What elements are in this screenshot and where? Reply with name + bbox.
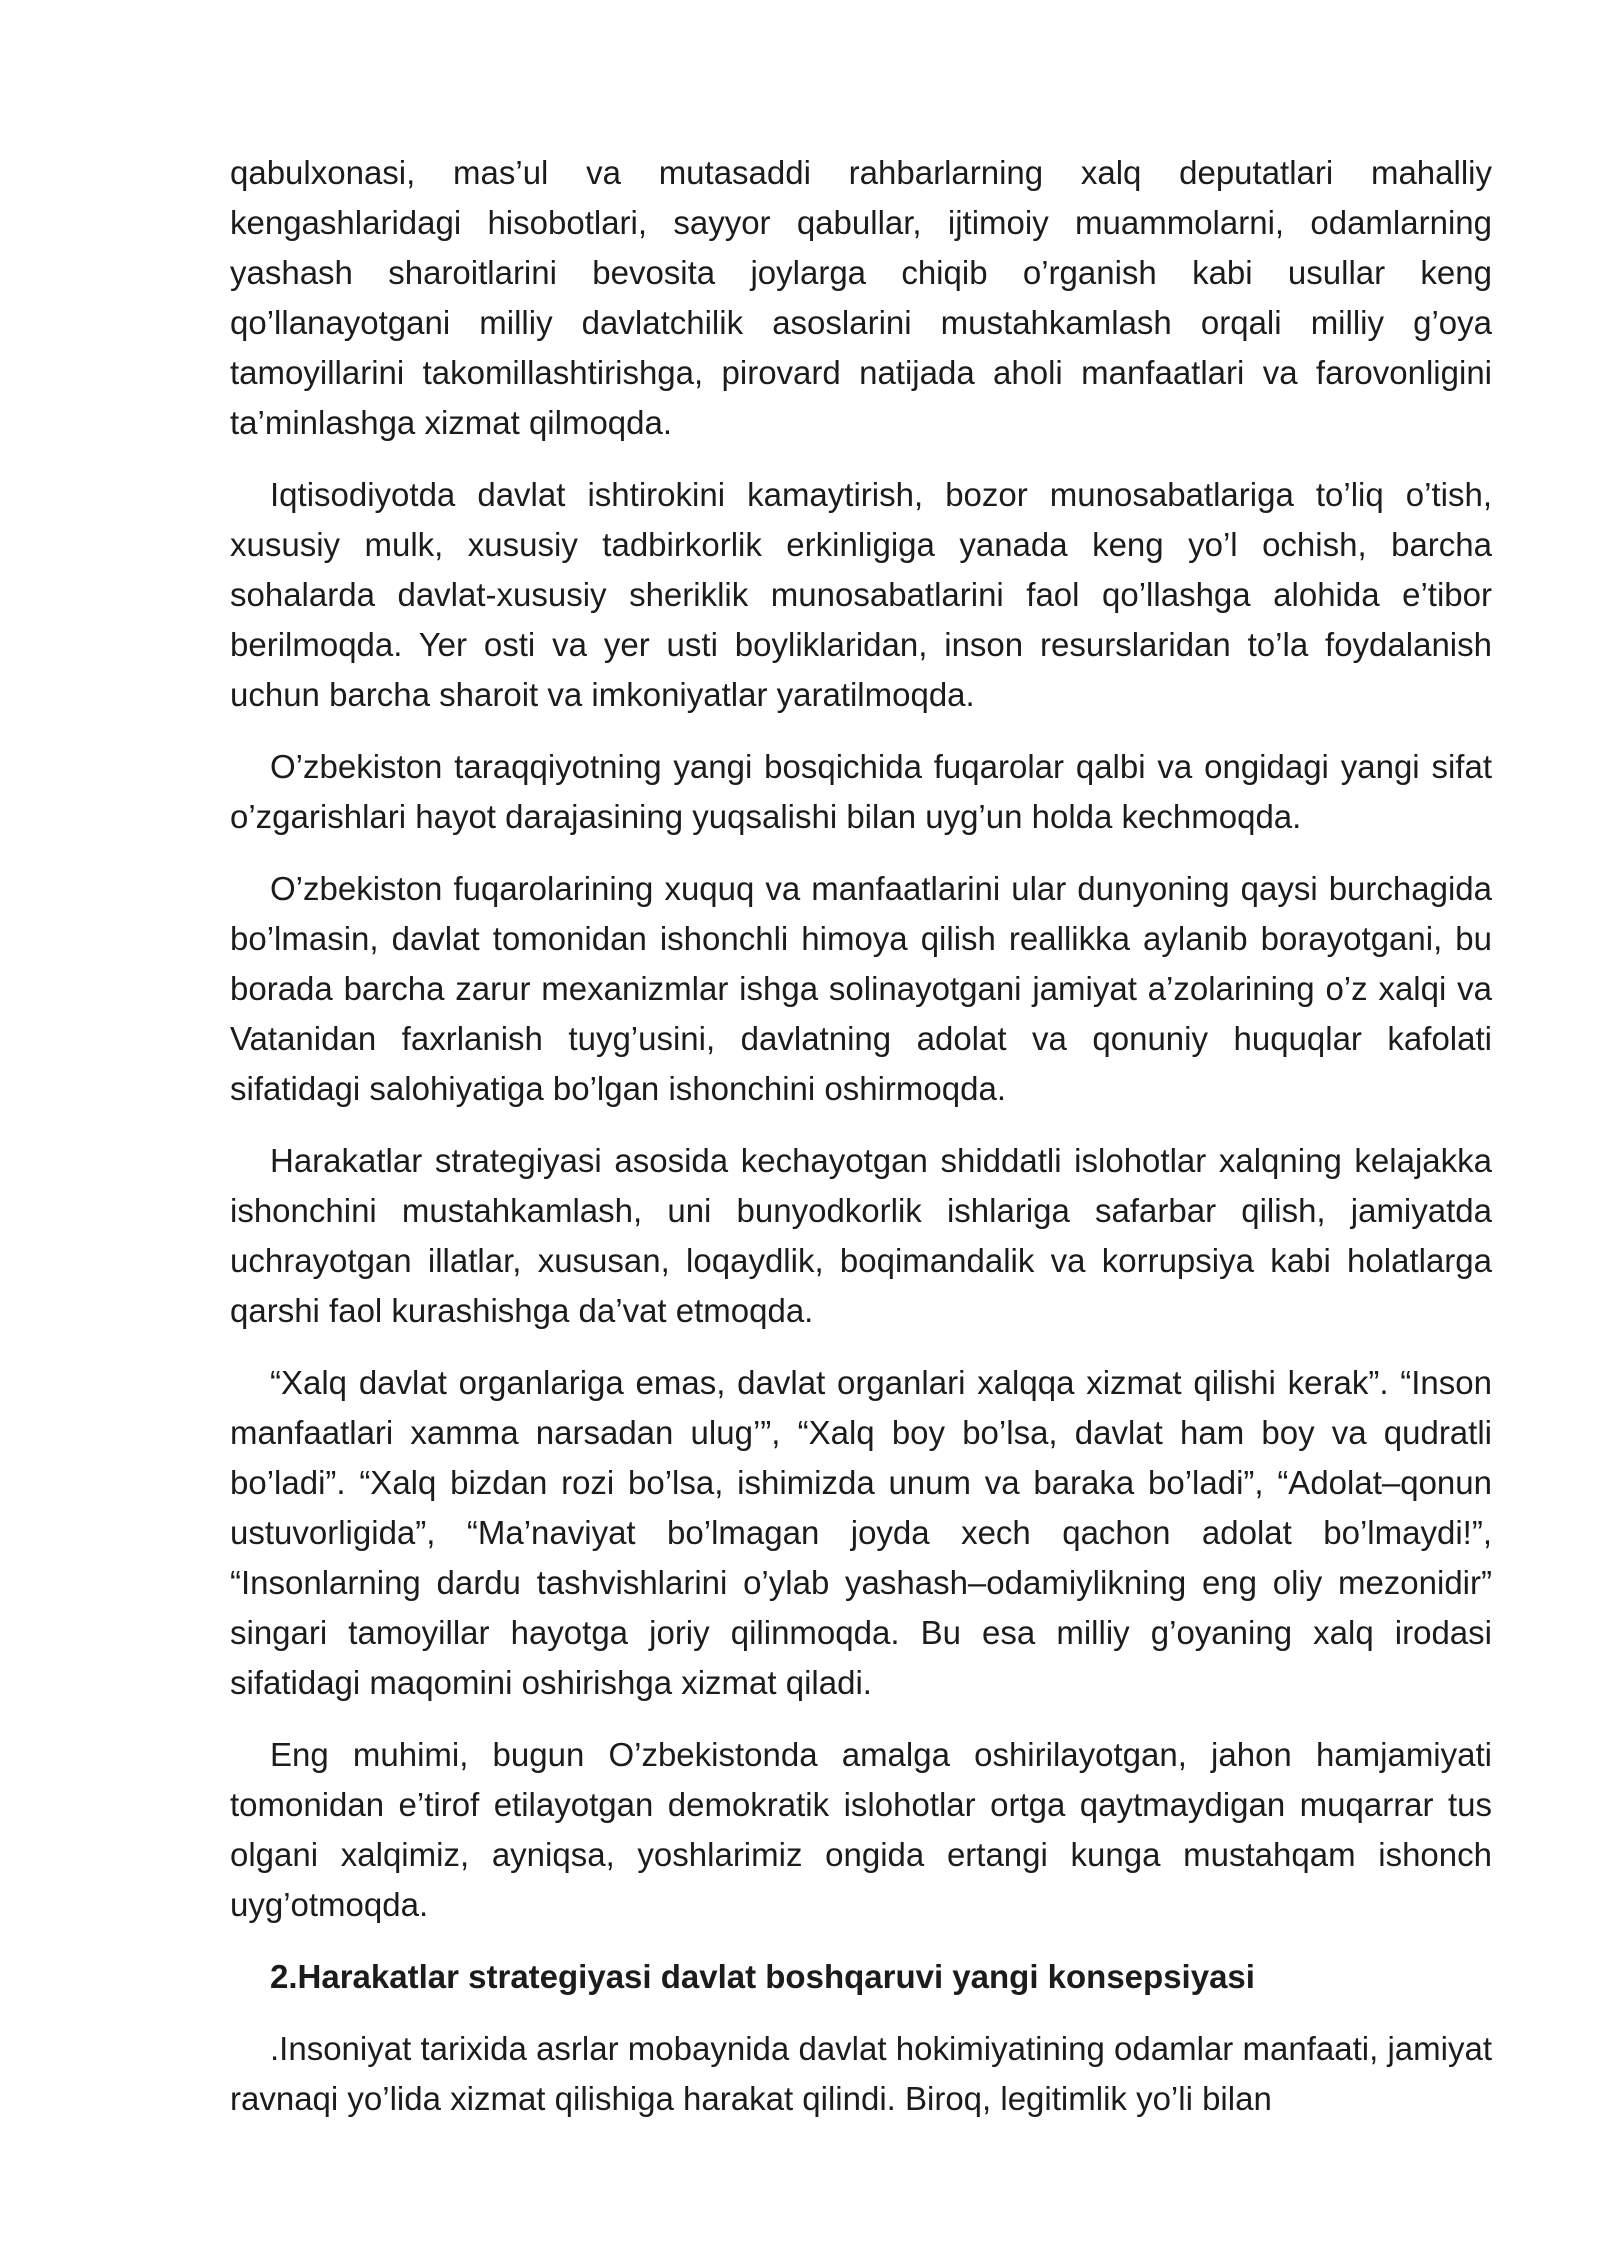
paragraph-2: Iqtisodiyotda davlat ishtirokini kamaytirish, bozor munosabatlariga to’liq o’tish, xususiy mulk, xususiy tadbirkorlik erkinligiga yanada keng yo’l ochish, barcha sohalarda davlat-xususiy sheriklik munosabatlarini faol qo’llashga alohida e’tibor berilmoqda. Yer osti va yer usti boyliklaridan, inson resurslaridan to’la foydalanish uchun barcha sharoit va imkoniyatlar yaratilmoqda. xyxy=(230,476,1492,713)
paragraph-1: qabulxonasi, mas’ul va mutasaddi rahbarlarning xalq deputatlari mahalliy kengashlaridagi hisobotlari, sayyor qabullar, ijtimoiy muammolarni, odamlarning yashash sharoitlarini bevosita joylarga chiqib o’rganish kabi usullar keng qo’llanayotgani milliy davlatchilik asoslarini mustahkamlash orqali milliy g’oya tamoyillarini takomillashtirishga, pirovard natijada aholi manfaatlari va farovonligini ta’minlashga xizmat qilmoqda. xyxy=(230,154,1492,441)
paragraph-5: Harakatlar strategiyasi asosida kechayotgan shiddatli islohotlar xalqning kelajakka ishonchini mustahkamlash, uni bunyodkorlik ishlariga safarbar qilish, jamiyatda uchrayotgan illatlar, xususan, loqaydlik, boqimandalik va korrupsiya kabi holatlarga qarshi faol kurashishga da’vat etmoqda. xyxy=(230,1142,1492,1329)
paragraph-3: O’zbekiston taraqqiyotning yangi bosqichida fuqarolar qalbi va ongidagi yangi sifat o’zgarishlari hayot darajasining yuqsalishi bilan uyg’un holda kechmoqda. xyxy=(230,748,1492,835)
section-heading: 2.Harakatlar strategiyasi davlat boshqaruvi yangi konsepsiyasi xyxy=(270,1958,1255,1995)
paragraph-7: Eng muhimi, bugun O’zbekistonda amalga oshirilayotgan, jahon hamjamiyati tomonidan e’tirof etilayotgan demokratik islohotlar ortga qaytmaydigan muqarrar tus olgani xalqimiz, ayniqsa, yoshlarimiz ongida ertangi kunga mustahqam ishonch uyg’otmoqda. xyxy=(230,1736,1492,1923)
paragraph-6: “Xalq davlat organlariga emas, davlat organlari xalqqa xizmat qilishi kerak”. “Inson manfaatlari xamma narsadan ulug’”, “Xalq boy bo’lsa, davlat ham boy va qudratli bo’ladi”. “Xalq bizdan rozi bo’lsa, ishimizda unum va baraka bo’ladi”, “Adolat–qonun ustuvorligida”, “Ma’naviyat bo’lmagan joyda xech qachon adolat bo’lmaydi!”, “Insonlarning dardu tashvishlarini o’ylab yashash–odamiylikning eng oliy mezonidir” singari tamoyillar hayotga joriy qilinmoqda. Bu esa milliy g’oyaning xalq irodasi sifatidagi maqomini oshirishga xizmat qiladi. xyxy=(230,1364,1492,1701)
paragraph-8: .Insoniyat tarixida asrlar mobaynida davlat hokimiyatining odamlar manfaati, jamiyat ravnaqi yo’lida xizmat qilishiga harakat qilindi. Biroq, legitimlik yo’li bilan xyxy=(230,2030,1492,2117)
paragraph-4: O’zbekiston fuqarolarining xuquq va manfaatlarini ular dunyoning qaysi burchagida bo’lmasin, davlat tomonidan ishonchli himoya qilish reallikka aylanib borayotgani, bu borada barcha zarur mexanizmlar ishga solinayotgani jamiyat a’zolarining o’z xalqi va Vatanidan faxrlanish tuyg’usini, davlatning adolat va qonuniy huquqlar kafolati sifatidagi salohiyatiga bo’lgan ishonchini oshirmoqda. xyxy=(230,870,1492,1107)
document-page xyxy=(230,148,1492,2146)
